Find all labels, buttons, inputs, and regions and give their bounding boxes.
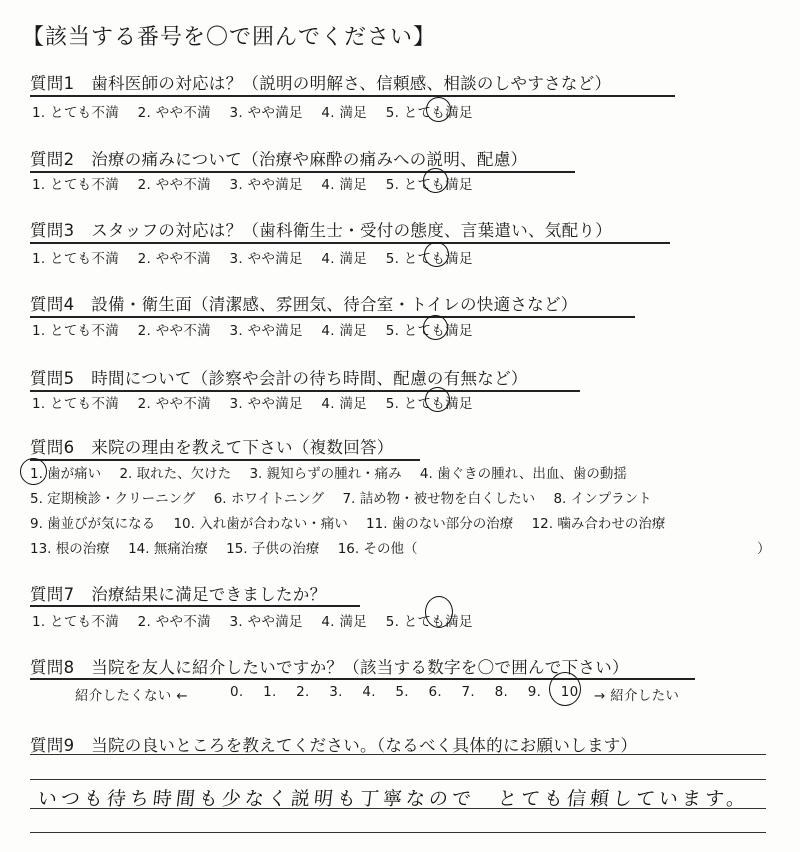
q8-number-2[interactable]: 2.: [296, 684, 310, 700]
q6-option-4[interactable]: 4. 歯ぐきの腫れ、出血、歯の動揺: [419, 466, 627, 482]
option-1[interactable]: 1. とても不満: [32, 251, 120, 267]
option-3[interactable]: 3. やや満足: [229, 105, 303, 121]
option-4[interactable]: 4. 満足: [321, 323, 368, 339]
question-4-underline: [30, 316, 635, 318]
answer-line-2: [30, 779, 766, 780]
question-2-label: 質問2 治療の痛みについて（治療や麻酔の痛みへの説明、配慮）: [30, 150, 528, 169]
question-6-underline: [30, 459, 420, 461]
option-1[interactable]: 1. とても不満: [32, 614, 120, 630]
q5-selection-circle: [425, 387, 450, 412]
q3-selection-circle: [424, 242, 449, 267]
q6-option-11[interactable]: 11. 歯のない部分の治療: [366, 516, 514, 532]
q6-other-close-paren: ）: [757, 541, 771, 557]
q8-number-10[interactable]: 10: [560, 684, 579, 700]
q6-option-2[interactable]: 2. 取れた、欠けた: [119, 466, 232, 482]
q8-right-label: → 紹介したい: [594, 688, 680, 704]
q8-number-6[interactable]: 6.: [428, 684, 442, 700]
q6-option-3[interactable]: 3. 親知らずの腫れ・痛み: [249, 466, 402, 482]
question-3-options[interactable]: [32, 247, 487, 267]
q7-selection-circle: [425, 596, 453, 628]
option-5[interactable]: 5. とても満足: [385, 105, 473, 121]
option-2[interactable]: 2. やや不満: [137, 251, 211, 267]
q6-option-14[interactable]: 14. 無痛治療: [128, 541, 208, 557]
q6-option-16[interactable]: 16. その他（: [337, 541, 418, 557]
q8-number-9[interactable]: 9.: [527, 684, 542, 700]
q1-selection-circle: [426, 97, 451, 122]
q6-option-9[interactable]: 9. 歯並びが気になる: [30, 516, 156, 532]
answer-line-3: [30, 808, 766, 809]
option-5[interactable]: 5. とても満足: [385, 323, 473, 339]
question-1-options[interactable]: [32, 101, 487, 121]
form-title: 【該当する番号を〇で囲んでください】: [22, 25, 437, 50]
q8-number-4[interactable]: 4.: [362, 684, 376, 700]
option-1[interactable]: 1. とても不満: [32, 105, 120, 121]
option-5[interactable]: 5. とても満足: [385, 396, 473, 412]
option-3[interactable]: 3. やや満足: [229, 396, 303, 412]
q6-row-2: [30, 487, 666, 507]
q2-selection-circle: [423, 168, 448, 193]
option-3[interactable]: 3. やや満足: [229, 614, 303, 630]
option-2[interactable]: 2. やや不満: [137, 323, 211, 339]
option-1[interactable]: 1. とても不満: [32, 177, 120, 193]
q6-option-6[interactable]: 6. ホワイトニング: [213, 491, 325, 507]
q6-selection-circle: [20, 458, 47, 485]
option-4[interactable]: 4. 満足: [321, 251, 368, 267]
question-4-options[interactable]: [32, 319, 487, 339]
answer-line-4: [30, 832, 766, 833]
q6-option-10[interactable]: 10. 入れ歯が合わない・痛い: [173, 516, 348, 532]
q6-option-12[interactable]: 12. 噛み合わせの治療: [531, 516, 666, 532]
q6-option-1[interactable]: 1. 歯が痛い: [30, 466, 102, 482]
question-6-label: 質問6 来院の理由を教えて下さい（複数回答）: [30, 438, 394, 457]
option-2[interactable]: 2. やや不満: [137, 177, 211, 193]
q6-option-8[interactable]: 8. インプラント: [553, 491, 652, 507]
option-4[interactable]: 4. 満足: [321, 396, 368, 412]
q8-number-1[interactable]: 1.: [263, 684, 277, 700]
option-5[interactable]: 5. とても満足: [385, 614, 473, 630]
option-3[interactable]: 3. やや満足: [229, 177, 303, 193]
question-8-label: 質問8 当院を友人に紹介したいですか？（該当する数字を〇で囲んで下さい）: [30, 658, 629, 677]
question-7-underline: [30, 605, 360, 607]
q6-row-1: [30, 462, 641, 482]
q8-number-7[interactable]: 7.: [461, 684, 476, 700]
question-9-label: 質問9 当院の良いところを教えてください。（なるべく具体的にお願いします）: [30, 736, 638, 755]
q8-left-label: 紹介したくない ←: [75, 688, 188, 704]
option-2[interactable]: 2. やや不満: [137, 396, 211, 412]
option-3[interactable]: 3. やや満足: [229, 323, 303, 339]
q8-number-8[interactable]: 8.: [494, 684, 509, 700]
q4-selection-circle: [423, 315, 448, 340]
q8-selection-circle: [549, 672, 581, 706]
option-1[interactable]: 1. とても不満: [32, 396, 120, 412]
question-1-underline: [30, 95, 675, 97]
q6-option-15[interactable]: 15. 子供の治療: [226, 541, 320, 557]
option-2[interactable]: 2. やや不満: [137, 614, 211, 630]
option-4[interactable]: 4. 満足: [321, 614, 368, 630]
q8-number-5[interactable]: 5.: [395, 684, 409, 700]
question-7-label: 質問7 治療結果に満足できましたか？: [30, 585, 327, 604]
q6-row-4: [30, 537, 770, 557]
option-3[interactable]: 3. やや満足: [229, 251, 303, 267]
q6-option-5[interactable]: 5. 定期検診・クリーニング: [30, 491, 196, 507]
question-3-underline: [30, 242, 670, 244]
q6-option-7[interactable]: 7. 詰め物・被せ物を白くしたい: [342, 491, 536, 507]
question-5-label: 質問5 時間について（診察や会計の待ち時間、配慮の有無など）: [30, 369, 528, 388]
answer-line-1: [30, 754, 766, 755]
question-4-label: 質問4 設備・衛生面（清潔感、雰囲気、待合室・トイレの快適さなど）: [30, 295, 578, 314]
question-8-underline: [30, 678, 695, 680]
question-7-options[interactable]: [32, 610, 487, 630]
option-2[interactable]: 2. やや不満: [137, 105, 211, 121]
question-5-options[interactable]: [32, 392, 487, 412]
q8-number-0[interactable]: 0.: [230, 684, 244, 700]
question-1-label: 質問1 歯科医師の対応は？（説明の明解さ、信頼感、相談のしやすさなど）: [30, 74, 612, 93]
option-5[interactable]: 5. とても満足: [385, 177, 473, 193]
option-5[interactable]: 5. とても満足: [385, 251, 473, 267]
option-1[interactable]: 1. とても不満: [32, 323, 120, 339]
question-3-label: 質問3 スタッフの対応は？（歯科衛生士・受付の態度、言葉遣い、気配り）: [30, 221, 612, 240]
option-4[interactable]: 4. 満足: [321, 177, 368, 193]
option-4[interactable]: 4. 満足: [321, 105, 368, 121]
q6-row-3: [30, 512, 679, 532]
q8-number-3[interactable]: 3.: [329, 684, 343, 700]
q8-number-scale[interactable]: [230, 684, 594, 700]
q9-handwritten-answer[interactable]: いつも待ち時間も少なく説明も丁寧なので とても信頼しています。: [36, 788, 751, 810]
question-2-options[interactable]: [32, 173, 487, 193]
q6-option-13[interactable]: 13. 根の治療: [30, 541, 110, 557]
